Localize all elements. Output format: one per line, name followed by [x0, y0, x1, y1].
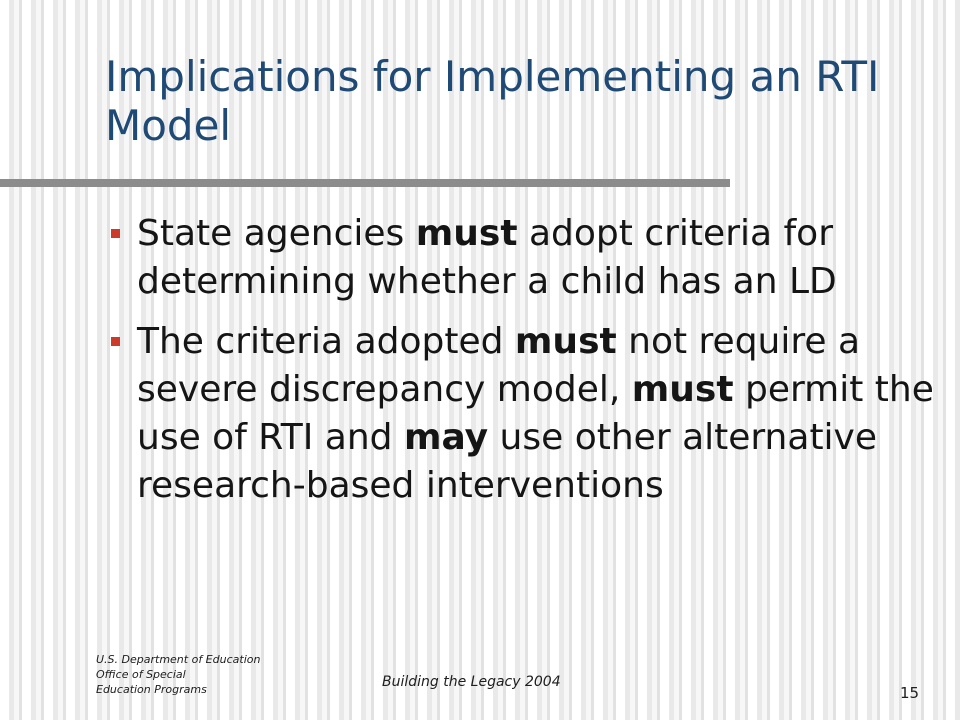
title-divider — [0, 179, 730, 187]
emphasized-text: may — [403, 417, 489, 458]
emphasized-text: must — [631, 369, 734, 410]
bullet-text-run: not require a severe discrepancy model, — [137, 321, 861, 410]
bullet-text — [137, 213, 837, 302]
bullet-item — [104, 318, 944, 510]
emphasized-text: must — [415, 213, 518, 254]
slide-title: Implications for Implementing an RTI Model — [105, 52, 880, 150]
bullet-item — [104, 210, 944, 306]
footer-event-title: Building the Legacy 2004 — [382, 674, 561, 690]
bullet-text — [137, 321, 934, 506]
bullet-text-run: permit the use of RTI and — [137, 369, 934, 458]
square-bullet-icon — [111, 229, 120, 238]
bullet-text-run: The criteria adopted — [137, 321, 515, 362]
bullet-list — [104, 210, 944, 522]
footer-org-line: U.S. Department of Education — [96, 653, 261, 666]
footer-organization — [96, 652, 316, 697]
slide-number: 15 — [900, 684, 920, 702]
bullet-text-run: State agencies — [137, 213, 416, 254]
footer-org-line: Office of Special — [96, 668, 186, 681]
footer-org-line: Education Programs — [96, 683, 207, 696]
bullet-text-run: use other alternative research-based interventions — [137, 417, 878, 506]
bullet-text-run: adopt criteria for determining whether a child has an LD — [137, 213, 837, 302]
emphasized-text: must — [514, 321, 617, 362]
square-bullet-icon — [111, 337, 120, 346]
